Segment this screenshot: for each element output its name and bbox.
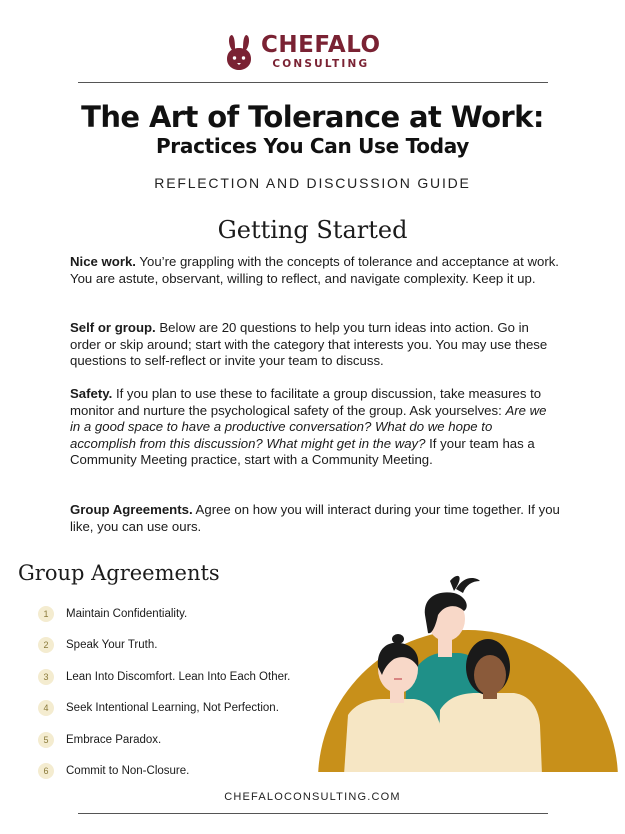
- agreement-item: [38, 598, 290, 630]
- agreement-item: [38, 693, 290, 725]
- brand-logo: [223, 33, 381, 71]
- paragraph-group-agreements: [70, 502, 560, 535]
- agreement-item: [38, 630, 290, 662]
- paragraph-lead: Safety.: [70, 386, 113, 401]
- agreement-text: Maintain Confidentiality.: [66, 607, 188, 620]
- paragraph-nice-work: [70, 254, 560, 287]
- number-badge: 4: [38, 700, 54, 716]
- paragraph-italic-questions: Are we in a good space to have a productive conversation? What do we hope to accomplish from this discussion? What might get in the way?: [70, 402, 547, 451]
- number-badge: 2: [38, 637, 54, 653]
- page-title: The Art of Tolerance at Work:: [81, 100, 544, 134]
- agreement-item: [38, 756, 290, 788]
- brand-subtitle: CONSULTING: [272, 58, 370, 71]
- person-cream-body: [438, 693, 542, 775]
- page-title-line-2: Practices You Can Use Today: [155, 134, 470, 158]
- paragraph-text: Below are 20 questions to help you turn ideas into action. Go in order or skip around; start with the category that interests you. You may use these questions to self-reflect or invite your team to discuss.: [70, 320, 548, 368]
- brand-name: CHEFALO: [261, 32, 381, 59]
- people-illustration: [318, 575, 618, 775]
- paragraph-text: You’re grappling with the concepts of tolerance and acceptance at work. You are astute, observant, willing to reflect, and navigate complexity. Keep it up.: [70, 254, 559, 286]
- paragraph-lead: Self or group.: [70, 320, 156, 335]
- guide-subtitle: REFLECTION AND DISCUSSION GUIDE: [154, 175, 471, 191]
- person-beige-body: [344, 699, 442, 775]
- website-footer: CHEFALOCONSULTING.COM: [224, 791, 401, 803]
- paragraph-text: Agree on how you will interact during your time together. If you like, you can use ours.: [70, 502, 560, 534]
- number-badge: 6: [38, 763, 54, 779]
- agreement-text: Commit to Non-Closure.: [66, 765, 190, 778]
- agreement-item: [38, 661, 290, 693]
- getting-started-heading: Getting Started: [217, 216, 408, 244]
- group-agreements-heading: Group Agreements: [18, 561, 220, 585]
- paragraph-text-end: If your team has a Community Meeting practice, start with a Community Meeting.: [70, 435, 535, 467]
- number-badge: 1: [38, 606, 54, 622]
- number-badge: 5: [38, 732, 54, 748]
- agreement-item: [38, 724, 290, 756]
- agreement-text: Lean Into Discomfort. Lean Into Each Other.: [66, 670, 291, 683]
- agreement-text: Embrace Paradox.: [66, 733, 162, 746]
- paragraph-safety: [70, 386, 560, 469]
- top-divider: [78, 82, 548, 83]
- number-badge: 3: [38, 669, 54, 685]
- paragraph-text: If you plan to use these to facilitate a group discussion, take measures to monitor and nurture the psychological safety of the group. Ask yourselves:: [70, 386, 542, 418]
- paragraph-lead: Group Agreements.: [70, 502, 193, 517]
- agreements-list: [38, 598, 290, 787]
- paragraph-lead: Nice work.: [70, 254, 136, 269]
- bottom-divider: [78, 813, 548, 814]
- agreement-text: Seek Intentional Learning, Not Perfection.: [66, 702, 279, 715]
- paragraph-self-or-group: [70, 320, 560, 370]
- rabbit-logo-icon: [223, 33, 255, 71]
- agreement-text: Speak Your Truth.: [66, 639, 158, 652]
